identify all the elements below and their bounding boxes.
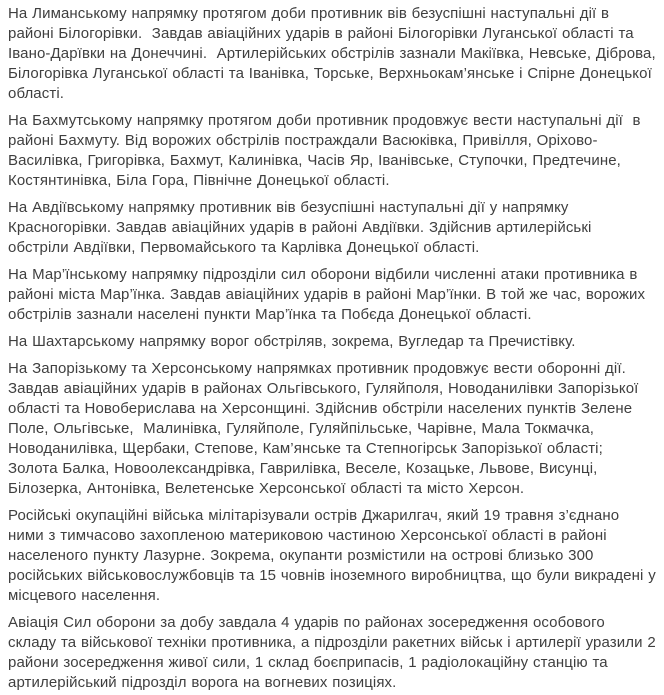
paragraph-shakhtarsk-direction: На Шахтарському напрямку ворог обстріляв, зокрема, Вугледар та Пречистівку.	[8, 333, 576, 350]
paragraph-zaporizhzhia-kherson-direction: На Запорізькому та Херсонському напрямках противник продовжує вести оборонні дії. Завдав авіаційних ударів в районах Ольгівського, Гуляйполя, Новоданилівки Запорізької області та Новоберислава на Херсонщині. Здійснив обстріли населених пунктів Зелене Поле, Ольгівське, Малинівка, Гуляйполе, Гуляйпільське, Чарівне, Мала Токмачка, Новоданилівка, Щербаки, Степове, Кам’янське та Степногірськ Запорізької області; Золота Балка, Новоолександрівка, Гаврилівка, Веселе, Козацьке, Львове, Висунці, Білозерка, Антонівка, Велетенське Херсонської області та місто Херсон.	[8, 360, 644, 497]
paragraph-marinka-direction: На Мар’їнському напрямку підрозділи сил оборони відбили численні атаки противника в районі міста Мар’їнка. Завдав авіаційних ударів в районі Мар’їнки. В той же час, ворожих обстрілів зазнали населені пункти Мар’їнка та Побєда Донецької області.	[8, 266, 650, 323]
paragraph-bakhmut-direction: На Бахмутському напрямку протягом доби противник продовжує вести наступальні дії в районі Бахмуту. Від ворожих обстрілів постраждали Васюківка, Привілля, Оріхово-Василівка, Григорівка, Бахмут, Калинівка, Часів Яр, Іванівське, Ступочки, Предтечине, Костянтинівка, Біла Гора, Північне Донецької області.	[8, 112, 646, 189]
paragraph-dzharylhach-island: Російські окупаційні війська мілітарізували острів Джарилгач, який 19 травня з’єднано ними з тимчасово захопленою материковою частиною Херсонської області в районі населеного пункту Лазурне. Зокрема, окупанти розмістили на острові близько 300 російських військовослужбовців та 15 човнів іноземного виробництва, що були викрадені у місцевого населення.	[8, 507, 661, 604]
paragraph-lyman-direction: На Лиманському напрямку протягом доби противник вів безуспішні наступальні дії в районі Білогорівки. Завдав авіаційних ударів в районі Білогорівки Луганської області та Івано-Дарївки на Донеччині. Артилерійських обстрілів зазнали Макіївка, Невське, Діброва, Білогорівка Луганської області та Іванівка, Торське, Верхньокам’янське і Спірне Донецької області.	[8, 5, 661, 102]
paragraph-avdiivka-direction: На Авдіївському напрямку противник вів безуспішні наступальні дії у напрямку Красногорівки. Завдав авіаційних ударів в районі Авдіївки. Здійснив артилерійські обстріли Авдіївки, Первомайського та Карлівка Донецької області.	[8, 199, 597, 256]
paragraph-defense-aviation-strikes: Авіація Сил оборони за добу завдала 4 ударів по районах зосередження особового складу та військової техніки противника, а підрозділи ракетних військ і артилерії уразили 2 райони зосередження живої сили, 1 склад боєприпасів, 1 радіолокаційну станцію та артилерійський підрозділ ворога на вогневих позиціях.	[8, 614, 661, 691]
